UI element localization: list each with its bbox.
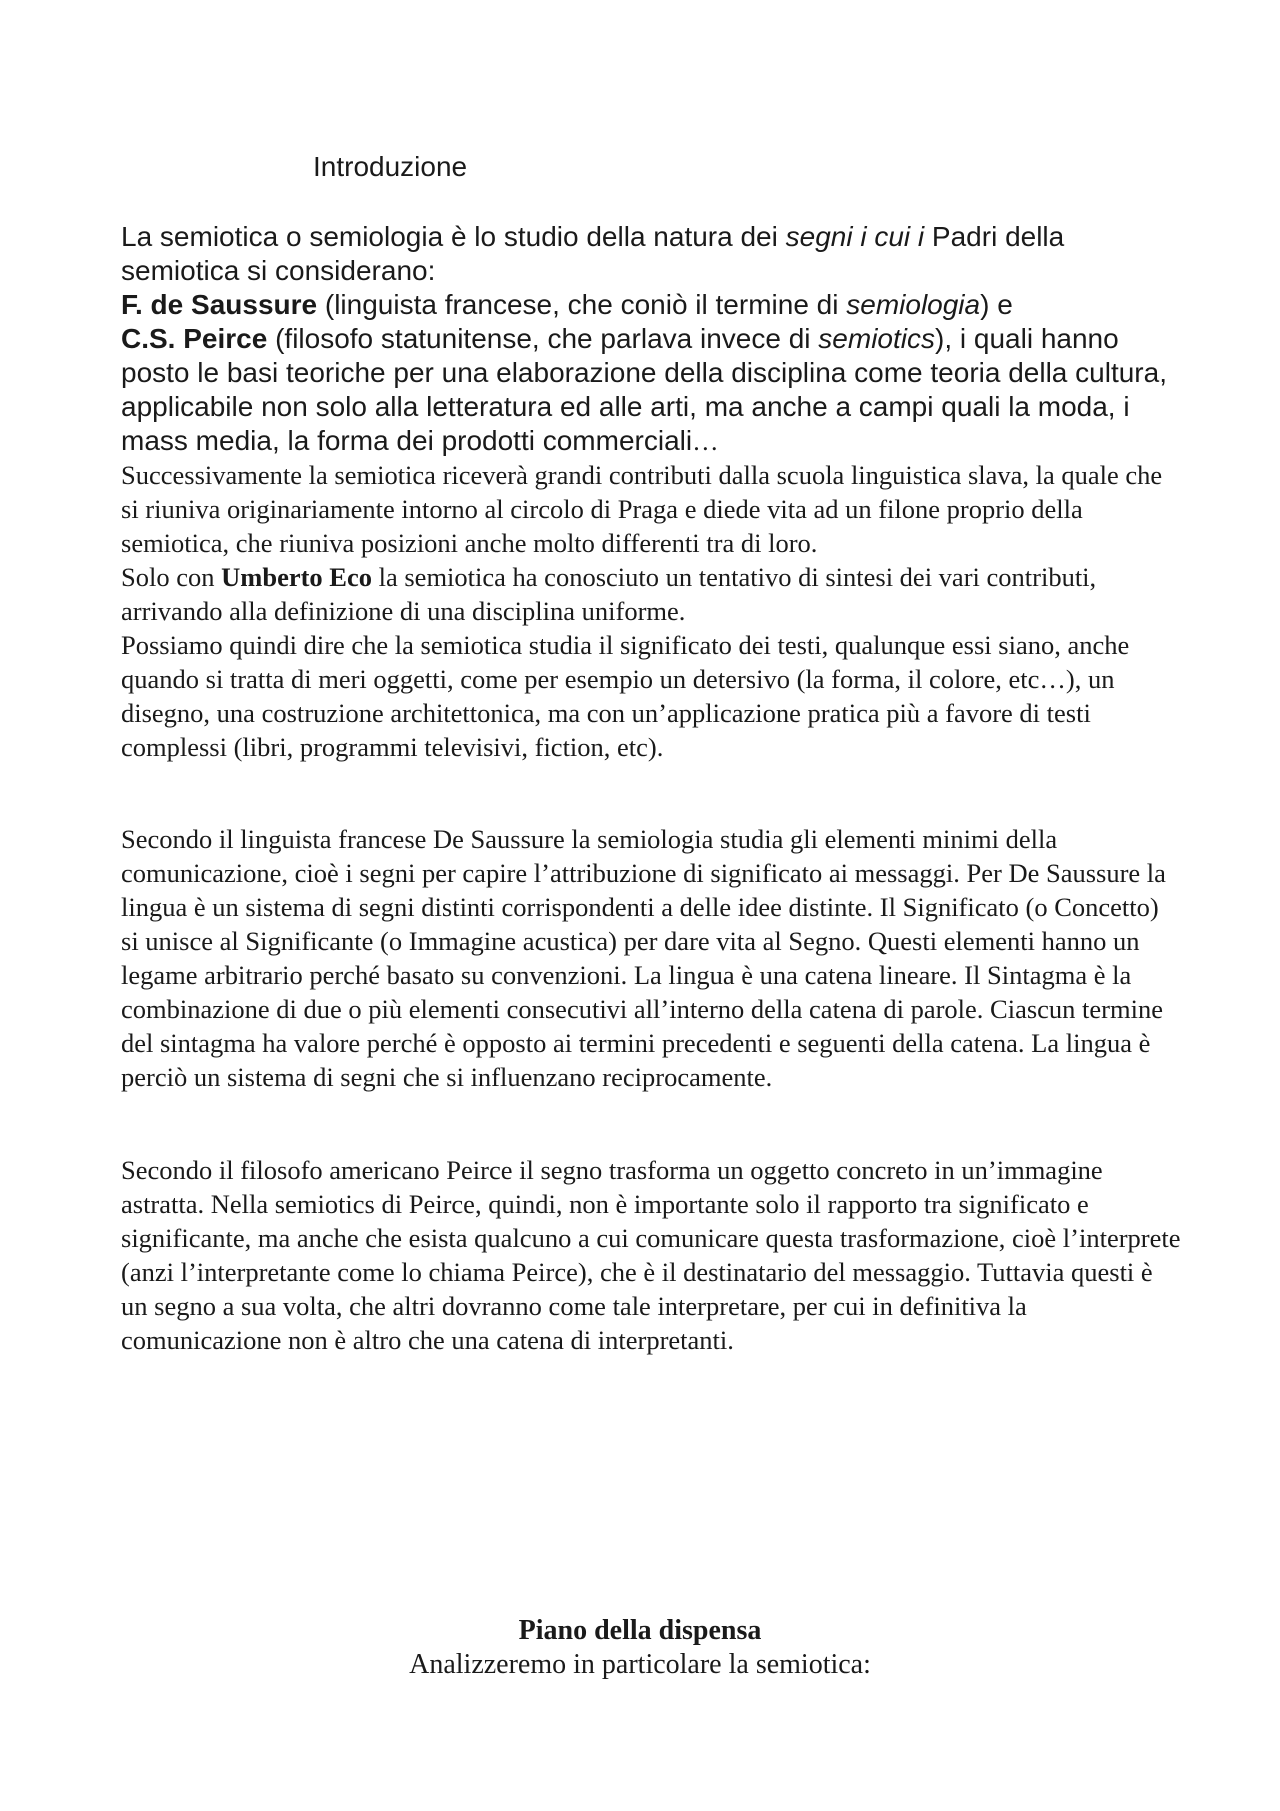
body-block-saussure [121, 822, 1181, 1094]
italic-term-segni: segni i cui i [785, 221, 925, 252]
italic-term-semiologia: semiologia [846, 289, 981, 320]
ellipsis: … [692, 426, 719, 456]
body-block-history [121, 458, 1181, 764]
intro-paragraph-saussure: F. de Saussure (linguista francese, che coniò il termine di semiologia) e [121, 289, 1013, 320]
name-umberto-eco: Umberto Eco [221, 562, 372, 592]
piano-dispensa-subtitle: Analizzeremo in particolare la semiotica: [409, 1649, 871, 1680]
italic-term-semiotics: semiotics [818, 323, 935, 354]
section-title-introduzione: Introduzione [313, 151, 468, 182]
intro-paragraph-peirce: C.S. Peirce (filosofo statunitense, che parlava invece di semiotics), i quali hanno posto le basi teoriche per una elaborazione della disciplina come teoria della cultura, applicabile non solo alla letteratura ed alle arti, ma anche a campi quali la moda, i mass media, la forma dei prodotti commerciali… [121, 323, 1167, 456]
paragraph-umberto-eco: Solo con Umberto Eco la semiotica ha conosciuto un tentativo di sintesi dei vari contributi, arrivando alla definizione di una disciplina uniforme. [121, 562, 1097, 626]
paragraph-peirce: Secondo il filosofo americano Peirce il segno trasforma un oggetto concreto in un’immagine astratta. Nella semiotics di Peirce, quindi, non è importante solo il rapporto tra significato e significante, ma anche che esista qualcuno a cui comunicare questa trasformazione, cioè l’interprete (anzi l’interpretante come lo chiama Peirce), che è il destinatario del messaggio. Tuttavia questi è un segno a sua volta, che altri dovranno come tale interpretare, per cui in definitiva la comunicazione non è altro che una catena di interpretanti. [121, 1155, 1181, 1355]
piano-dispensa-title: Piano della dispensa [518, 1615, 762, 1646]
paragraph-significato-testi: Possiamo quindi dire che la semiotica studia il significato dei testi, qualunque essi siano, anche quando si tratta di meri oggetti, come per esempio un detersivo (la forma, il colore, etc…), un disegno, una costruzione architettonica, ma con un’applicazione pratica più a favore di testi complessi (libri, programmi televisivi, fiction, etc). [121, 630, 1130, 762]
intro-paragraph-definition: La semiotica o semiologia è lo studio della natura dei segni i cui i Padri della semiotica si considerano: [121, 221, 1065, 286]
body-block-peirce [121, 1153, 1181, 1357]
name-saussure: F. de Saussure [121, 289, 318, 320]
paragraph-de-saussure: Secondo il linguista francese De Saussure la semiologia studia gli elementi minimi della comunicazione, cioè i segni per capire l’attribuzione di significato ai messaggi. Per De Saussure la lingua è un sistema di segni distinti corrispondenti a delle idee distinte. Il Significato (o Concetto) si unisce al Significante (o Immagine acustica) per dare vita al Segno. Questi elementi hanno un legame arbitrario perché basato su convenzioni. La lingua è una catena lineare. Il Sintagma è la combinazione di due o più elementi consecutivi all’interno della catena di parole. Ciascun termine del sintagma ha valore perché è opposto ai termini precedenti e seguenti della catena. La lingua è perciò un sistema di segni che si influenzano reciprocamente. [121, 824, 1166, 1092]
name-peirce: C.S. Peirce [121, 323, 268, 354]
paragraph-scuola-slava: Successivamente la semiotica riceverà grandi contributi dalla scuola linguistica slava, la quale che si riuniva originariamente intorno al circolo di Praga e diede vita ad un filone proprio della semiotica, che riuniva posizioni anche molto differenti tra di loro. [121, 460, 1163, 558]
intro-sans-block [121, 220, 1181, 458]
